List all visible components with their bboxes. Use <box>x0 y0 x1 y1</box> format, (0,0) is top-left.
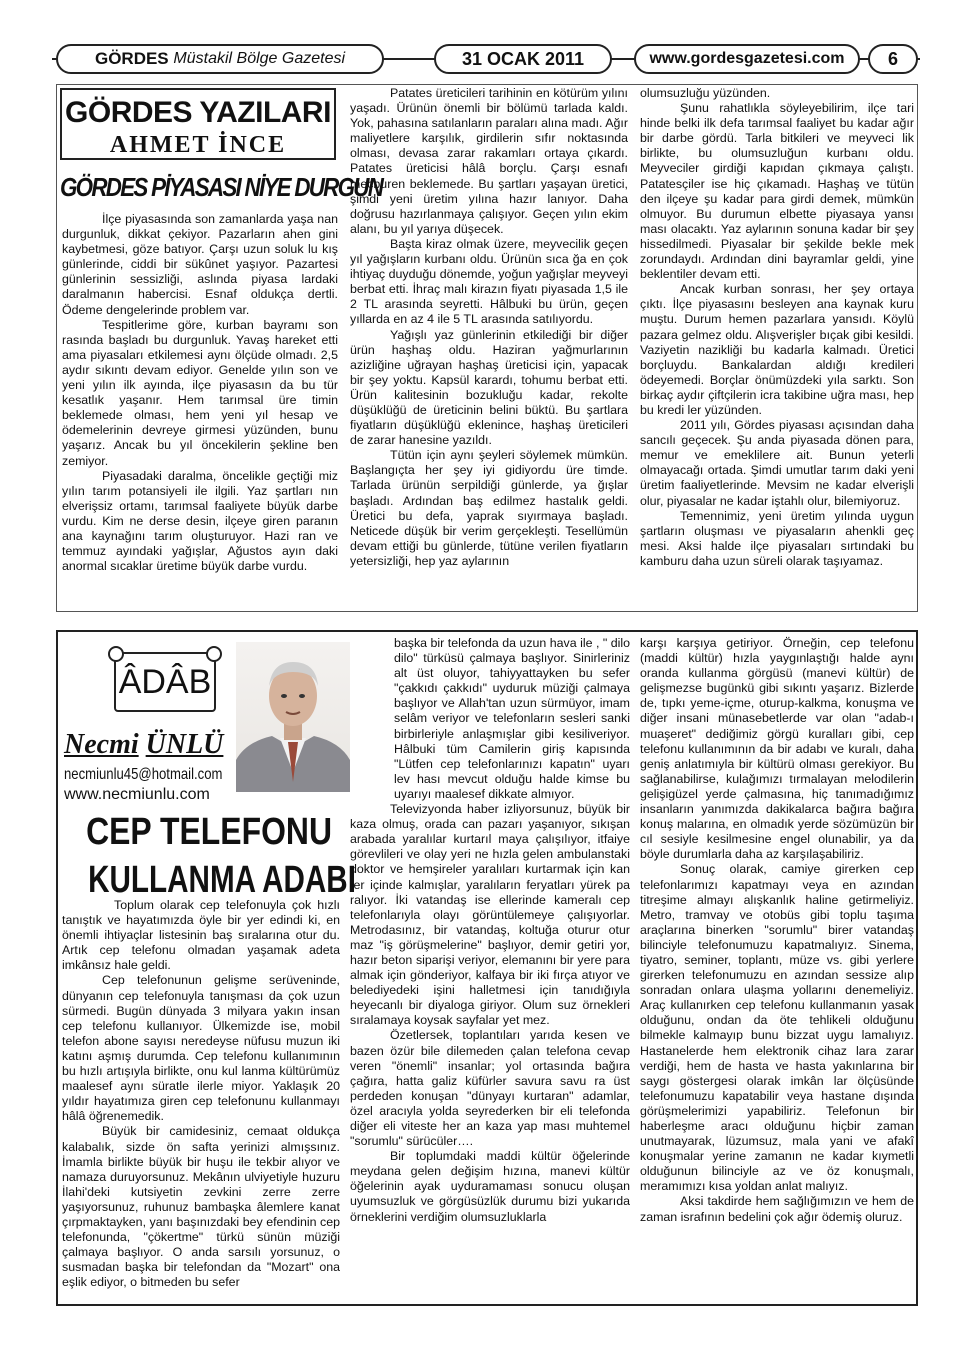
header-page-pill <box>868 44 918 74</box>
bottom-headline-line2: KULLANMA ADABI <box>88 859 356 901</box>
paragraph: Aksi takdirde hem sağlığımızın ve hem de zaman israfının bedelini çok ağır ödemiş oluruz. <box>640 1194 914 1224</box>
bottom-article-col3 <box>640 636 914 1306</box>
top-headline: GÖRDES PİYASASI NİYE DURGUN <box>60 172 383 202</box>
author-website: www.necmiunlu.com <box>64 786 210 803</box>
page-number: 6 <box>887 48 898 69</box>
paragraph: 2011 yılı, Gördes piyasası açısından daha sancılı geçecek. Şu anda piyasada dönen para, memur ve emeklilere ait. Bunun yeterli olmayacağı ortada. Şimdi umutlar tarım daki yeni üretim faaliyetlerinde. Mevsim ne kadar elverişli olur, piyasalar ne kadar iştahlı olur, bilemiyoruz. <box>640 418 914 508</box>
header-date-pill <box>434 44 612 74</box>
author-photo <box>236 642 350 792</box>
top-article-col3 <box>640 86 914 610</box>
column-logo-box <box>114 652 216 712</box>
section-title-box <box>60 88 336 160</box>
author-portrait <box>236 642 350 792</box>
header-brand: GÖRDES <box>94 49 169 68</box>
author-first-name: Necmi <box>64 729 139 760</box>
paragraph: Cep telefonunun gelişme serüveninde, dünyanın cep telefonuyla tanışması da çok uzun sürmedi. Bugün dünyada 3 milyara yakın insan cep telefonu kullanıyor. Ülkemizde ise, mobil telefon abone sayısı neredeyse nüfusu muzun iki katını aşmış durumda. Cep telefonu kullanımının bu hızlı artışıyla birlikte, onu kul lanma kültürümüz maalesef aynı süratle ilerle miyor. Yaklaşık 20 yıldır hayatımıza giren cep telefonunu kullanmayı hâlâ öğrenemedik. <box>62 973 340 1124</box>
paragraph: Toplum olarak cep telefonuyla çok hızlı tanıştık ve hayatımızda öyle bir yer edindi ki, en önemli ihtiyaçlar listesinin baş sıralarına otur du. Artık cep telefonu olmadan yaşamak adeta imkânsız hale geldi. <box>62 898 340 973</box>
top-article-col1 <box>62 212 338 610</box>
paragraph: Piyasadaki daralma, öncelikle geçtiği miz yılın tarım potansiyeli ile ilgili. Yaz şartları nın elverişsiz ortamı, tarımsal faaliyete büyük darbe vurdu. Kim ne derse desin, ilçeye giren paranın ana kaynağını tarım oluşturuyor. Hazi ran ve temmuz ayındaki yağışlar, Ağustos ayın daki anormal sıcaklar üretime büyük darbe vurdu. <box>62 468 338 574</box>
paragraph: Şunu rahatlıkla söyleyebilirim, ilçe tari hinde belki ilk defa tarımsal faaliyet bu kadar ağır bir darbe gördü. Tarla bitkileri ve meyveci lik birlikte, bu olumsuzluğun kurbanı oldu. Meyveciler girdiği kapıdan çıkmaya çalıştı. Patatesçiler ise hiç çıkamadı. Haşhaş ve tütün den ilçeye şu kadar para girdi demek, mümkün olmuyor. Bu durumun elbette piyasaya yansı ması olacaktı. Yaz aylarının sonuna kadar bir şey hissedilmedi. Piyasalar bir şekilde bekle mek zorundaydı. Ardından dini bayramlar geldi, yine beklentiler devam etti. <box>640 101 914 282</box>
header-brand-pill <box>56 44 384 74</box>
paragraph: Özetlersek, toplantıları yarıda kesen ve bazen özür bile dilemeden çalan telefona cevap veren "önemli" insanlar; yol ortasında bağıra çağıra, hatta galiz küfürler savura savu ra üst perdeden konuşan "dünyayı kurtaran" adamlar, özel aracıyla yolda seyrederken bir eli telefonda diğer eli viteste her an kaza yap ması muhtemel "sorumlu" sürücüler…. <box>350 1028 630 1149</box>
header-website-pill <box>634 44 860 74</box>
author-name: AHMET İNCE <box>109 132 287 158</box>
paragraph: Büyük bir camidesiniz, cemaat oldukça kalabalık, sizde ön safta yerinizi almışsınız. İmamla birlikte büyük bir huşu ile tekbir alıyor ve namaza duruyorsunuz. Mekânın ulviyetiyle huzuru İlahi'deki kutsiyetin zevkini zerre zerre yaşıyorsunuz, ruhunuz bambaşka âlemlere kanat çırpmaktayken, yanı başınızdaki bey efendinin cep telefonunda, "çökertme" türkü sünün müziği çalmaya başlıyor. O anda sarsılı yorsunuz, o susmadan başka bir telefondan da "Mozart" ona eşlik ediyor, o bitmeden bu sefer <box>62 1124 340 1290</box>
top-article-col2 <box>350 86 628 610</box>
paragraph: Televizyonda haber izliyorsunuz, büyük bir kaza olmuş, orada can pazarı yaşanıyor, sıkışan arabada yaralılar kurtarıl maya çalışılıyor, itfaiye görevlileri ve olay yeri ne hızla gelen ambulanstaki doktor ve hemşireler yaralıları kurtarmak için kan ter içinde kalmışlar, yaralıların feryatları yürek pa ralıyor. İki vatandaş ise ellerinde kameralı cep telefonlarıyla olayı görüntülemeye çalışıyorlar. Metrodasınız, bir vatandaş, koltuğa oturur otur maz "iş görüşmelerine" başlıyor, demir getiri yor, hazır beton siparişi veriyor, elemanını bir yere para almak için gönderiyor, kalfaya bir iki fırça atıyor ve belediyedeki işini halletmesi için tanıdığıyla heyecanlı bir diyaloga giriyor. Olum suz örnekleri sıralamaya koysak sayfalar yet mez. <box>350 802 630 1028</box>
header-brand-sub: Müstakil Bölge Gazetesi <box>173 50 346 67</box>
section-title: GÖRDES YAZILARI <box>65 96 331 129</box>
column-logo-ring-right <box>206 646 222 662</box>
paragraph: Patates üreticileri tarihinin en kötürüm yılını yaşadı. Ürünün önemli bir bölümü tarlada kaldı. Yok, pahasına satılanların paraları alına madı. Ağır maliyetlere karşılık, girdilerin sıfır noktasında olması, devasa zarar rakamları ortaya çıkardı. Patates üreticisi hâlâ borçlu. Çarşı esnafı mecburen beklemede. Bu şartları yaşayan üretici, şimdi yeni üretim yılına hazır lanıyor. Daha doğrusu hazırlanmaya çalışıyor. Geçen yılın ekim alanı, bu yıl yarıya düşecek. <box>350 86 628 236</box>
paragraph: Temennimiz, yeni üretim yılında uygun şartların oluşması ve piyasaların ahenkli geç mesi. Aksi halde ilçe piyasaları sırtındaki bu kamburu daha uzun süreli olarak taşıyamaz. <box>640 508 914 568</box>
column-logo: ÂDÂB <box>118 663 212 701</box>
bottom-article-col1 <box>62 898 340 1306</box>
paragraph: İlçe piyasasında son zamanlarda yaşa nan durgunluk, dikkat çekiyor. Pazarların ahen gini kaybetmesi, göze batıyor. Çarşı uzun soluk lu kış günlerinde, ciddi bir sükûnet yaşıyor. Pazartesi günlerinin sessizliği, aslında piyasa lardaki daralmanın habercisi. Esnaf oldukça dertli. Ödeme dengelerinde problem var. <box>62 212 338 317</box>
paragraph: Sonuç olarak, camiye girerken cep telefonlarımızı kapatmayı veya en azından titreşime almayı alışkanlık haline getirmeliyiz. Metro, tramvay ve otobüs gibi toplu taşıma araçlarına binerken "sorumlu" birer vatandaş bilinciyle telefonumuzu kapatmalıyız. Sinema, tiyatro, seminer, toplantı, müze vs. gibi yerlere girerken telefonumuzu en azından sessize alıp sonradan onlara ulaşma yollarını denemeliyiz. Araç kullanırken cep telefonu kullanmanın yasak olduğunu, ondan da öte tehlikeli olduğunu bilmekle kalmayıp bunu bizzat uygu lamalıyız. Hastanelerde hem elektronik cihaz lara zarar verdiği, hem de hasta ve hasta yakınlarına bir saygı göstergesi olarak imkân lar ölçüsünde telefonumuzu kapatabilir veya hastane dışında görüşmelerimizi yapabiliriz. Telefonun bir haberleşme aracı olduğunu hiçbir zaman unutmayarak, lüzumsuz, mala yani ve afakî konuşmalar yerine zamanın ne kadar kıymetli olduğunun bilinciyle az ve öz konuşmalı, meramımızı kısa yoldan anlat malıyız. <box>640 862 914 1194</box>
paragraph: Bir toplumdaki maddi kültür öğelerinde meydana gelen değişim hızına, manevi kültür öğelerinin ayak uyduramaması sonucu oluşan uyumsuzluk ve görgüsüzlük durumu bizi yukarıda örneklerini verdiğim olumsuzluklarla <box>350 1149 630 1224</box>
column-logo-ring-left <box>108 646 124 662</box>
author-byline <box>64 728 242 762</box>
paragraph: olumsuzluğu yüzünden. <box>640 86 771 100</box>
header-website: www.gordesgazetesi.com <box>649 50 845 67</box>
paragraph: Tespitlerime göre, kurban bayramı son rasında başladı bu durgunluk. Yavaş hareket etti ama piyasaları etkilemesi aynı ölçüde olmadı. 2,5 aydır sıkıntı devam ediyor. Genelde yılın son ve yeni yılın ilk ayında, ilçe piyasasın da bu tür kesatlık yaşanır. Hem tarımsal üre timin beklemede olması, hem yeni yıl hesap ve ödemelerinin devreye girmesi yüzünden, bunu yaşarız. Ancak bu yıl öncekilerin şekline ben zemiyor. <box>62 317 338 468</box>
paragraph: Tütün için aynı şeyleri söylemek mümkün. Başlangıçta her şey iyi gidiyordu üre timde. Tarlada ürünün serpildiği günlerde, ya ğışlar başladı. Ardından baş edilmez hastalık geldi. Üretici bu defa, yaprak sıyırmaya başladı. Neticede düşük bir verim gerçekleşti. Tesellümün devam ettiği bu günlerde, tütüne verilen fiyatların yetersizliği, hep yaz aylarının <box>350 448 628 568</box>
paragraph: karşı karşıya getiriyor. Örneğin, cep telefonu (maddi kültür) hızla yaygınlaştığı halde aynı oranda kullanma görgüsü (manevi kültür) de gelişmezse bugünkü gibi sıkıntı yaşarız. Bizlerde de, tıpkı yeme-içme, oturup-kalkma, konuşma ve diğer insani münasebetlerde var olan "adab-ı muaşeret" dediğimiz görgü kuralları gibi, cep telefonu kullanımının da bir adabı ve kuralı, daha geniş anlatımıyla bir kültürü olması gerekiyor. Bu sağlanabilirse, kulağımızı tırmalayan melodilerin gelişigüzel yerde çalmasına, hiç tanımadığımız insanların yanımızda dakikalarca bağıra bağıra konuş malarına, en olmadık yerde sözümüzün bir cıl sesiyle kesilmesine engel olunabilir, ya da böyle durumlarla daha az karşılaşabiliriz. <box>640 636 914 862</box>
author-last-name: ÜNLÜ <box>145 729 224 760</box>
header-date: 31 OCAK 2011 <box>461 48 585 69</box>
paragraph: başka bir telefonda da uzun hava ile , " dilo dilo" türküsü çalmaya başlıyor. Sinirleriniz alt üst oluyor, tahiyyattayken bu sefer "çakkıdı çakkıdı" uyduruk müziği çalmaya başlıyor ve Allah'tan uzun sürmüyor, imam selâm veriyor ve telefonların sesleri sanki birbirleriyle anlaşmışlar gibi kesiliveriyor. Hâlbuki tüm Camilerin giriş kapısında "Lütfen cep telefonlarınızı kapatın" uyarı lev hası mevcut olduğu halde kimse bu uyarıyı maalesef dikkate almıyor. <box>394 636 630 801</box>
paragraph: Ancak kurban sonrası, her şey ortaya çıktı. İlçe piyasasını besleyen ana kaynak kuru muştu. Durum hemen pazarlara yansıdı. Köylü pazara gelmez oldu. Alışverişler bıçak gibi kesildi. Vaziyetin nazikliği bu kadarla kalmadı. Üretici borçluydu. Bankalardan aldığı kredileri ödeyemedi. Borçlar önümüzdeki yıla sarktı. Son birkaç aydır çiftçilerin icra takibine uğra ması, hep bu kredi ler yüzünden. <box>640 282 914 417</box>
bottom-article-col2 <box>350 636 630 1306</box>
paragraph: Yağışlı yaz günlerinin etkilediği bir diğer ürün haşhaş oldu. Haziran yağmurlarının azizliğine uğrayan haşhaş üreticisi için, yapacak bir şey yoktu. Kapsül karardı, tohumu berbat etti. Ürün kalitesinin bozukluğu kadar, rekolte düşüklüğü de üreticinin belini büktü. Bu şartlara fiyatların düşüklüğü eklenince, haşhaş üreticileri de zarar hanesine yazıldı. <box>350 327 628 448</box>
author-email: necmiunlu45@hotmail.com <box>64 766 223 783</box>
paragraph: Başta kiraz olmak üzere, meyvecilik geçen yıl yağışların kurbanı oldu. Ürünün sıca ğa en çok ihtiyaç duyduğu dönemde, yoğun yağışlar meyveyi berbat etti. İhraç malı kirazın fiyatı piyasada 1,5 ile 2 TL arasında seyretti. Hâlbuki bu ürün, geçen yıllarda en az 4 ile 5 TL arasında satılıyordu. <box>350 236 628 327</box>
bottom-headline-line1: CEP TELEFONU <box>86 811 333 853</box>
